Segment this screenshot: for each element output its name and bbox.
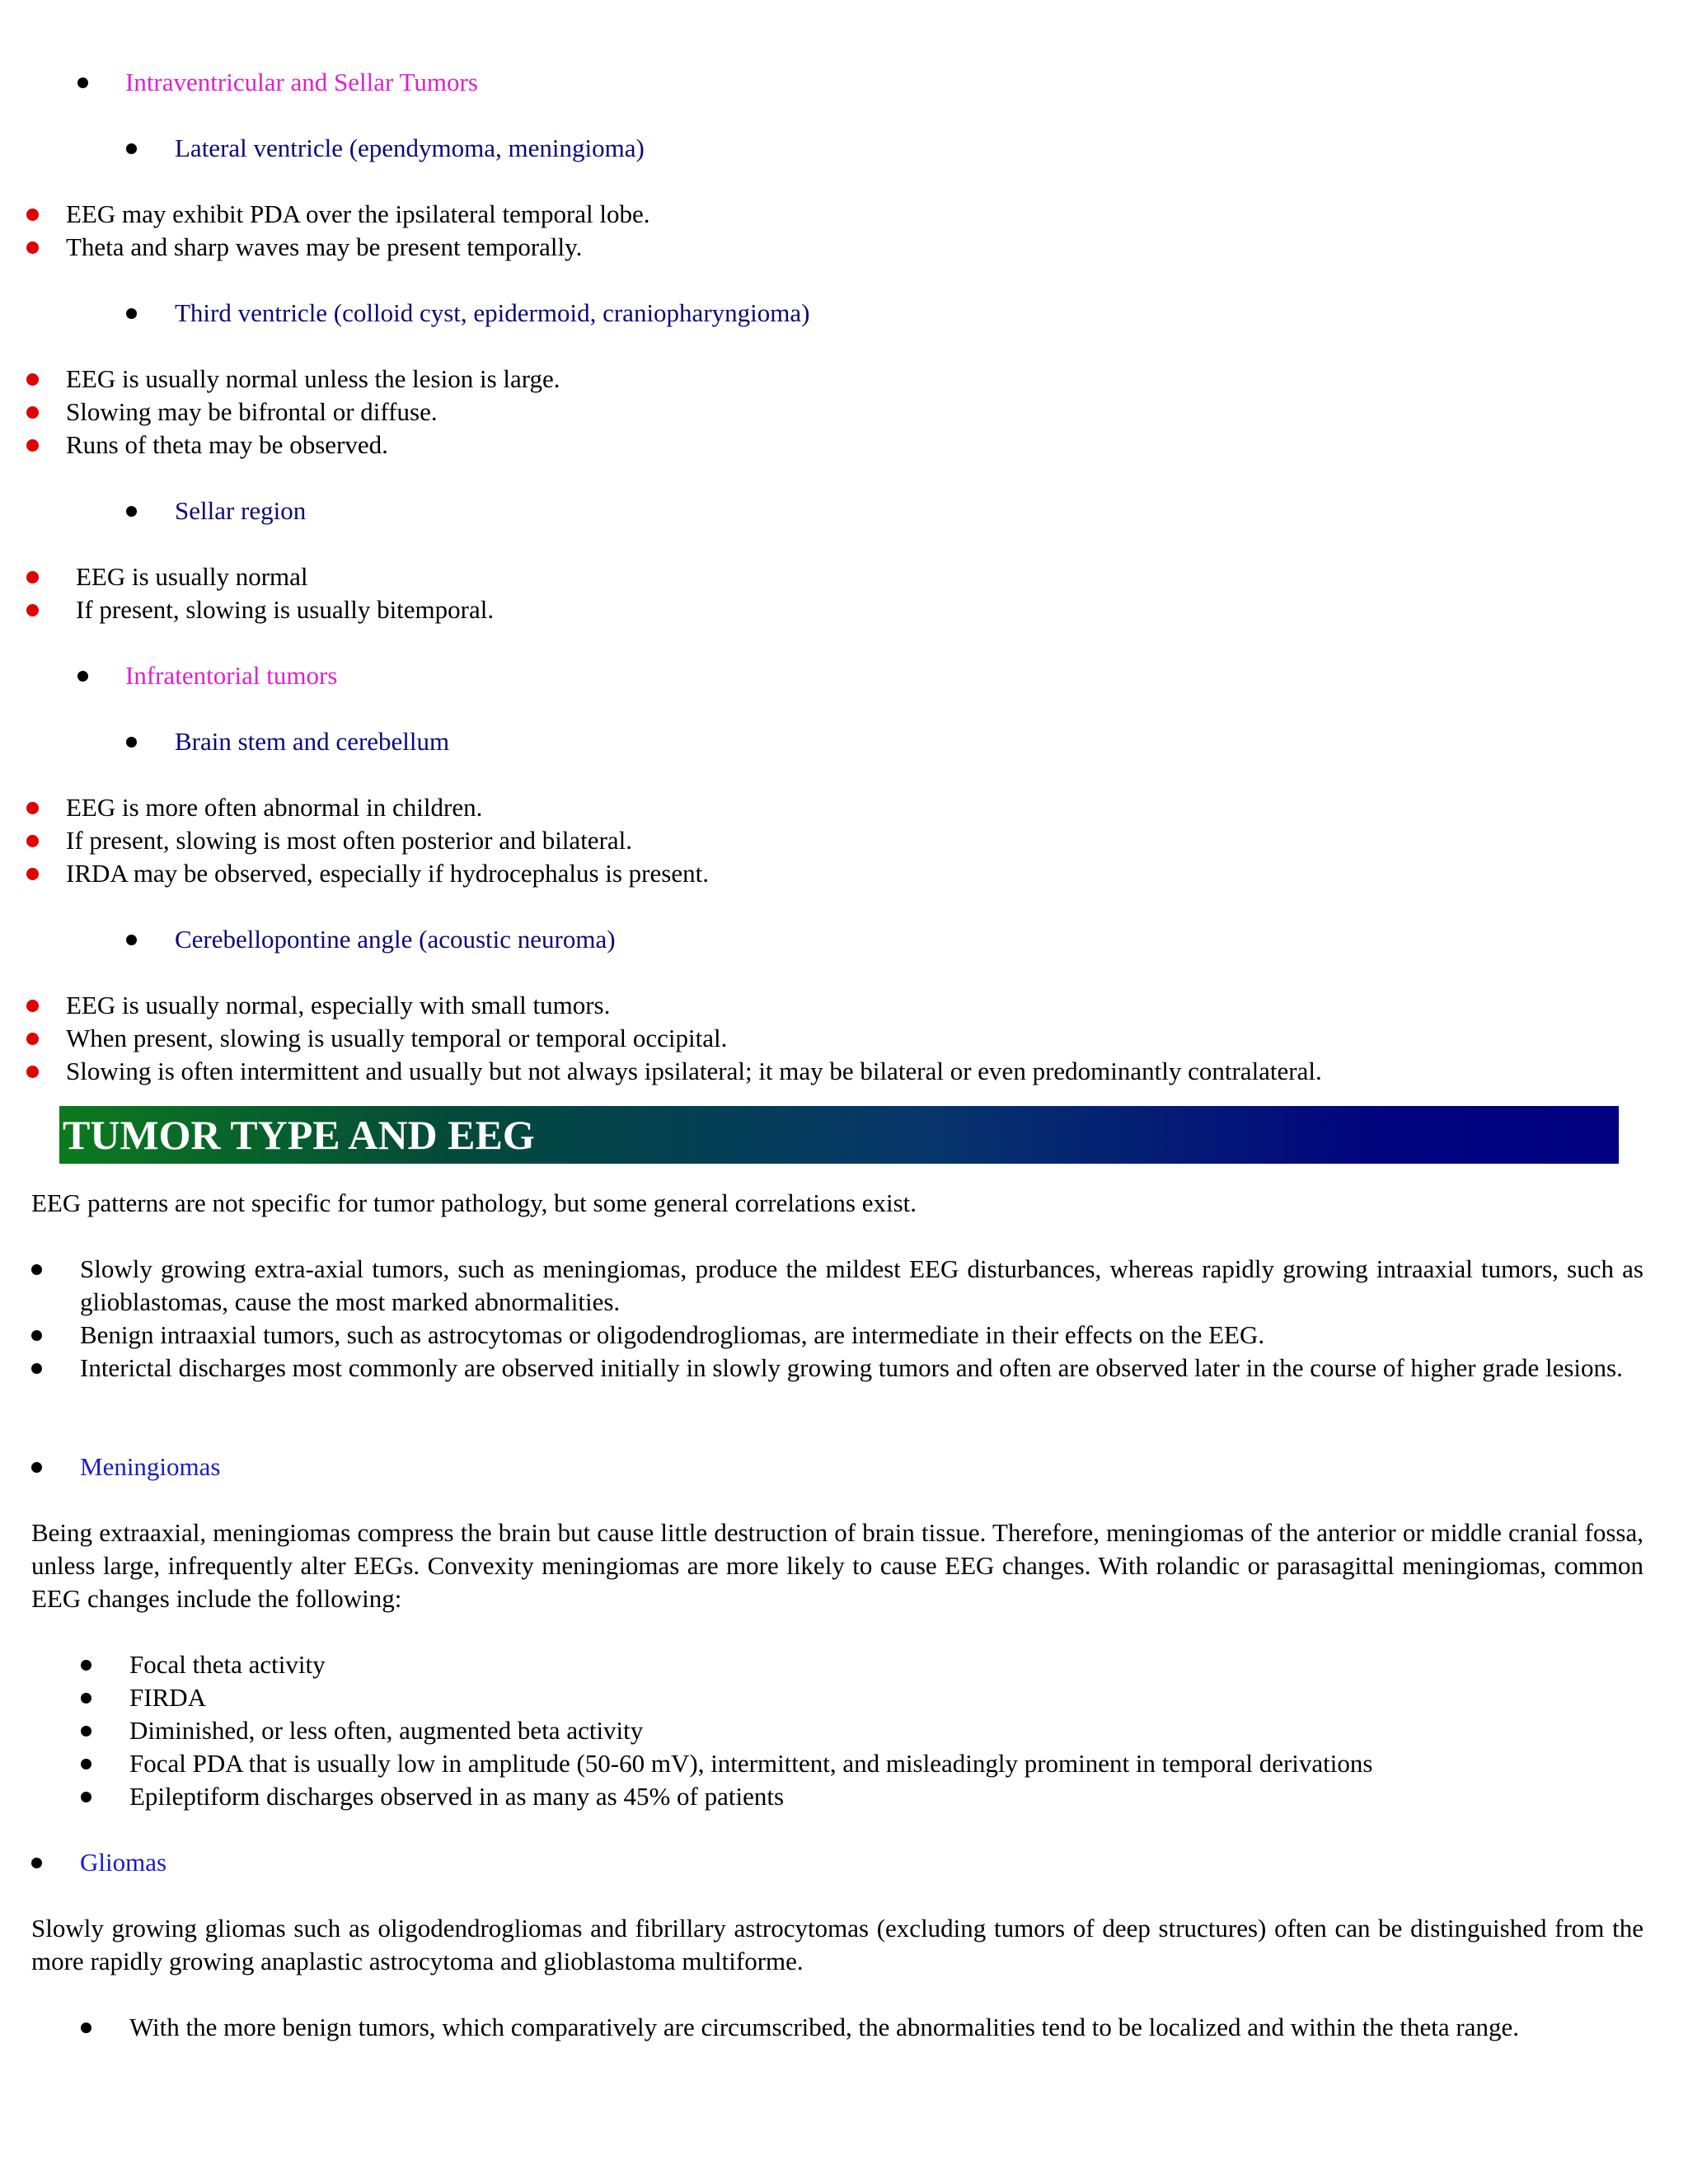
bullet-icon <box>126 143 137 154</box>
list-item-text: EEG is usually normal, especially with small tumors. <box>66 991 611 1019</box>
list-item-text: Runs of theta may be observed. <box>66 430 388 459</box>
list-item-text: With the more benign tumors, which comparatively are circumscribed, the abnormalities tend to be localized and within the theta range. <box>129 2013 1519 2041</box>
list-item-text: Epileptiform discharges observed in as many as 45% of patients <box>129 1782 785 1811</box>
list-item-text: Interictal discharges most commonly are observed initially in slowly growing tumors and often are observed later in the course of higher grade lesions. <box>80 1353 1623 1382</box>
bullet-icon <box>81 1660 91 1671</box>
list-item-text: If present, slowing is usually bitemporal. <box>76 595 495 624</box>
red-bullet-icon <box>26 439 39 452</box>
red-bullet-icon <box>26 241 39 254</box>
bullet-icon <box>31 1858 42 1868</box>
list-item-text: Benign intraaxial tumors, such as astrocytomas or oligodendrogliomas, are intermediate in their effects on the EEG. <box>80 1320 1265 1349</box>
bullet-icon <box>81 1759 91 1769</box>
red-bullet-icon <box>26 1000 39 1012</box>
list-item-text: IRDA may be observed, especially if hydrocephalus is present. <box>66 859 709 888</box>
red-bullet-icon <box>26 835 39 847</box>
bullet-icon <box>31 1462 42 1473</box>
list-item-text: Slowing may be bifrontal or diffuse. <box>66 397 438 426</box>
bullet-icon <box>31 1330 42 1341</box>
heading-meningiomas: Meningiomas <box>80 1452 221 1481</box>
bullet-icon <box>31 1363 42 1374</box>
list-item-text: Focal theta activity <box>129 1650 326 1679</box>
bullet-icon <box>77 671 88 682</box>
bullet-icon <box>126 737 137 748</box>
meningiomas-paragraph: Being extraaxial, meningiomas compress the brain but cause little destruction of brain tissue. Therefore, meningiomas of the anterior or middle cranial fossa, unless large, infrequently alter EEGs. Convexity meningiomas are more likely to cause EEG changes. With rolandic or parasagittal meningiomas, common EEG changes include the following: <box>31 1518 1643 1613</box>
bullet-icon <box>126 506 137 517</box>
list-item-text: EEG is more often abnormal in children. <box>66 793 483 822</box>
red-bullet-icon <box>26 209 39 221</box>
list-item-text: Theta and sharp waves may be present temporally. <box>66 232 583 261</box>
list-item-text: EEG is usually normal unless the lesion is large. <box>66 364 560 393</box>
heading-gliomas: Gliomas <box>80 1848 167 1877</box>
bullet-icon <box>81 1726 91 1736</box>
heading-intraventricular: Intraventricular and Sellar Tumors <box>125 68 478 96</box>
list-item-text: When present, slowing is usually temporal or temporal occipital. <box>66 1024 728 1052</box>
subheading-lateral: Lateral ventricle (ependymoma, meningioma) <box>175 134 645 162</box>
list-item-text: FIRDA <box>129 1683 207 1712</box>
bullet-icon <box>81 2022 91 2033</box>
list-item-text: If present, slowing is most often posterior and bilateral. <box>66 826 633 855</box>
red-bullet-icon <box>26 1033 39 1045</box>
list-item-text: EEG may exhibit PDA over the ipsilateral temporal lobe. <box>66 199 650 228</box>
red-bullet-icon <box>26 802 39 814</box>
red-bullet-icon <box>26 571 39 583</box>
bullet-icon <box>81 1792 91 1802</box>
red-bullet-icon <box>26 1066 39 1078</box>
section-banner <box>59 1106 1619 1164</box>
subheading-cpa: Cerebellopontine angle (acoustic neuroma) <box>175 925 616 954</box>
bullet-icon <box>126 308 137 319</box>
bullet-icon <box>81 1693 91 1704</box>
bullet-icon <box>31 1264 42 1275</box>
list-item-text: Slowing is often intermittent and usually but not always ipsilateral; it may be bilateral or even predominantly contralateral. <box>66 1057 1322 1085</box>
list-item-text: EEG is usually normal <box>76 562 308 591</box>
red-bullet-icon <box>26 868 39 880</box>
gliomas-paragraph: Slowly growing gliomas such as oligodendrogliomas and fibrillary astrocytomas (excluding tumors of deep structures) often can be distinguished from the more rapidly growing anaplastic astrocytoma and glioblastoma multiforme. <box>31 1914 1643 1975</box>
list-item-text: Diminished, or less often, augmented beta activity <box>129 1716 644 1745</box>
bullet-icon <box>77 77 88 88</box>
subheading-brainstem: Brain stem and cerebellum <box>175 727 450 756</box>
list-item-text: Focal PDA that is usually low in amplitude (50-60 mV), intermittent, and misleadingly prominent in temporal derivations <box>129 1749 1373 1778</box>
banner-title: TUMOR TYPE AND EEG <box>63 1112 535 1158</box>
list-item-text: Slowly growing extra-axial tumors, such as meningiomas, produce the mildest EEG disturbances, whereas rapidly growing intraaxial tumors, such as glioblastomas, cause the most marked abnormalities. <box>80 1254 1643 1316</box>
red-bullet-icon <box>26 604 39 616</box>
red-bullet-icon <box>26 406 39 419</box>
subheading-third: Third ventricle (colloid cyst, epidermoid, craniopharyngioma) <box>175 298 810 327</box>
bullet-icon <box>126 935 137 945</box>
red-bullet-icon <box>26 373 39 386</box>
subheading-sellar: Sellar region <box>175 496 307 525</box>
intro-text: EEG patterns are not specific for tumor pathology, but some general correlations exist. <box>31 1188 917 1217</box>
heading-infratentorial: Infratentorial tumors <box>125 661 338 690</box>
